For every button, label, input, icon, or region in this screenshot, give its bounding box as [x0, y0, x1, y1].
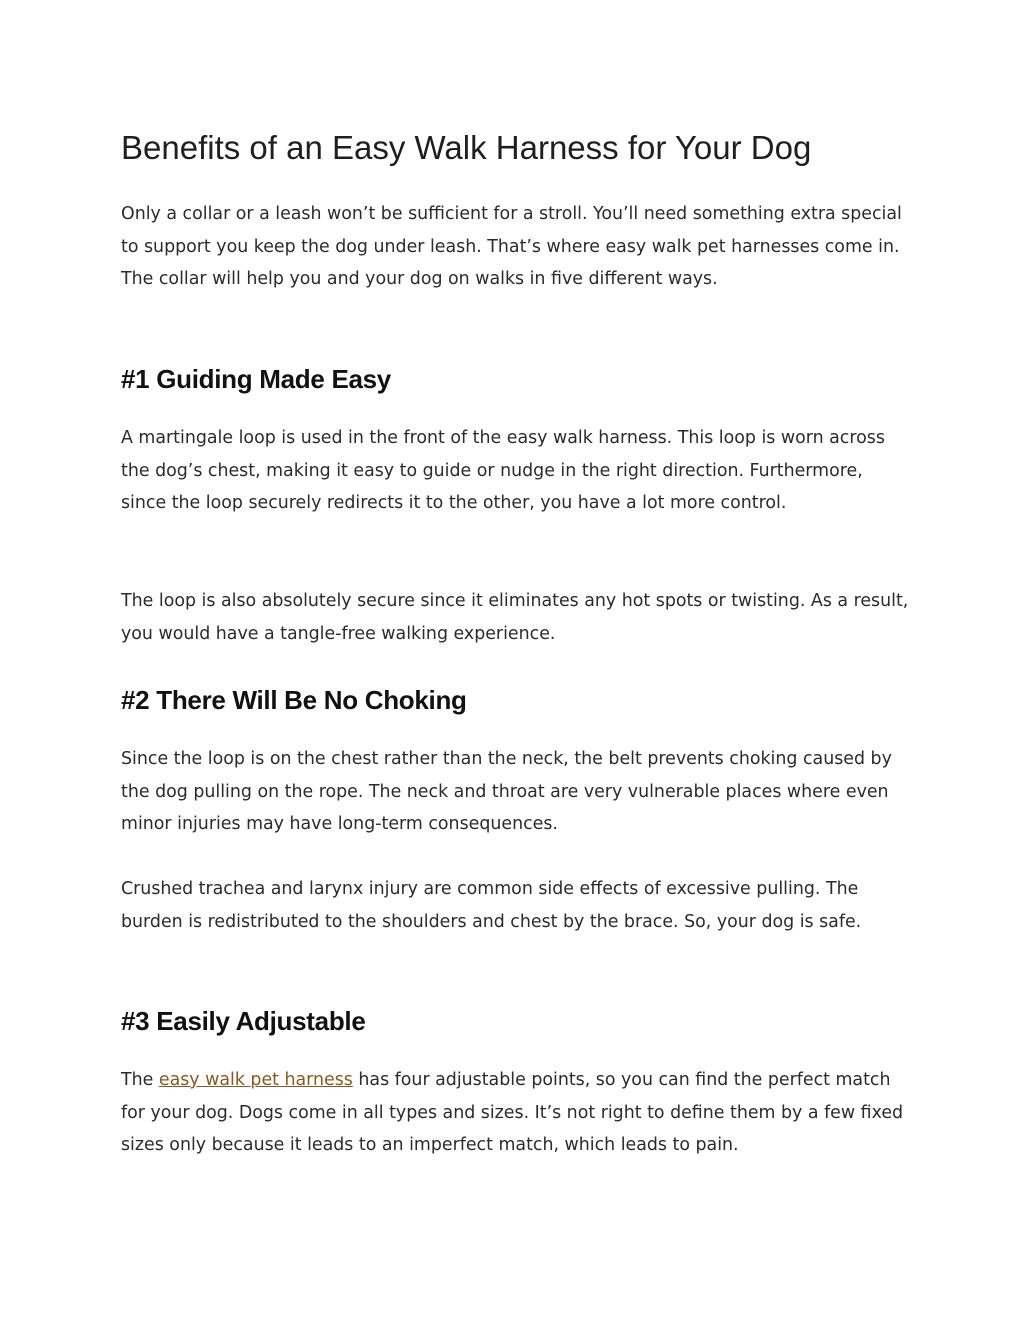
- section-3-text-before-link: The: [121, 1070, 159, 1090]
- section-2-paragraph-1: Since the loop is on the chest rather than the neck, the belt prevents choking caused by the dog pulling on the rope. The neck and throat are very vulnerable places where even minor injuries may have long-term consequences.: [121, 749, 892, 835]
- section-2-paragraph-2: Crushed trachea and larynx injury are common side effects of excessive pulling. The burden is redistributed to the shoulders and chest by the brace. So, your dog is safe.: [121, 879, 862, 932]
- section-3-text-after-link: has four adjustable points, so you can find the perfect match for your dog. Dogs come in all types and sizes. It’s not right to define them by a few fixed sizes only because it leads to an imperfect match, which leads to pain.: [121, 1070, 904, 1156]
- easy-walk-pet-harness-link[interactable]: easy walk pet harness: [158, 1070, 353, 1090]
- section-1-paragraph-1: A martingale loop is used in the front of the easy walk harness. This loop is worn across the dog’s chest, making it easy to guide or nudge in the right direction. Furthermore, since the loop securely redirects it to the other, you have a lot more control.: [121, 428, 885, 514]
- document-title: Benefits of an Easy Walk Harness for Your Dog: [121, 129, 812, 166]
- section-1-paragraph-2: The loop is also absolutely secure since it eliminates any hot spots or twisting. As a result, you would have a tangle-free walking experience.: [121, 591, 909, 644]
- section-1-heading: #1 Guiding Made Easy: [121, 364, 391, 394]
- section-3-paragraph: [121, 1064, 911, 1162]
- section-2-heading: #2 There Will Be No Choking: [121, 685, 467, 715]
- section-3-heading: #3 Easily Adjustable: [121, 1006, 366, 1036]
- intro-paragraph: Only a collar or a leash won’t be sufficient for a stroll. You’ll need something extra special to support you keep the dog under leash. That’s where easy walk pet harnesses come in. The collar will help you and your dog on walks in five different ways.: [121, 204, 902, 290]
